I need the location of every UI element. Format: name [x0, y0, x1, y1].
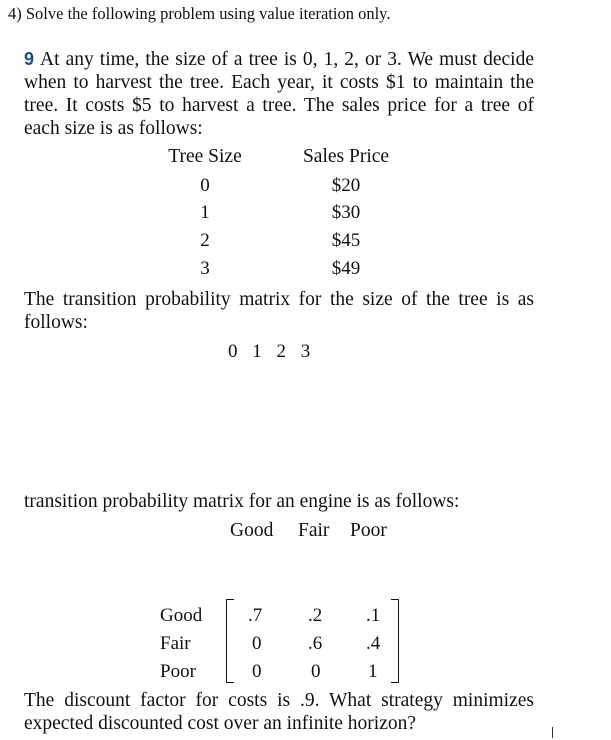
matrix-cell: 1 — [368, 661, 378, 682]
matrix-cell: 0 — [311, 661, 321, 682]
engine-col-fair: Fair — [298, 520, 330, 541]
table-cell-price: $20 — [331, 175, 361, 196]
matrix-column-labels: 0 1 2 3 — [228, 341, 311, 362]
table-cell-size: 3 — [200, 258, 210, 279]
problem-intro — [24, 48, 534, 140]
question-heading: 4) Solve the following problem using value iteration only. — [8, 4, 391, 23]
matrix-row-label: Poor — [160, 661, 196, 682]
engine-col-poor: Poor — [350, 520, 387, 541]
matrix-cell: .1 — [366, 605, 381, 626]
table-header-sales-price: Sales Price — [302, 146, 390, 167]
table-cell-price: $30 — [331, 202, 361, 223]
text-cursor — [552, 727, 553, 738]
problem-intro-text: At any time, the size of a tree is 0, 1, 2, or 3. We must decide when to harvest the tree. Each year, it costs $1 to maintain the tree. It costs $5 to harvest a tree. The sales price for a tree of each size is as follows: — [24, 49, 534, 139]
matrix-row-label: Good — [160, 605, 203, 626]
matrix-cell: .6 — [308, 633, 323, 654]
problem-number: 9 — [24, 49, 35, 69]
table-cell-size: 2 — [200, 230, 210, 251]
matrix-cell: .7 — [248, 605, 263, 626]
matrix-cell: 0 — [252, 661, 262, 682]
table-cell-price: $45 — [331, 230, 361, 251]
matrix-cell: 0 — [252, 633, 262, 654]
matrix-left-bracket — [226, 599, 234, 683]
engine-col-good: Good — [230, 520, 274, 541]
matrix-right-bracket — [391, 599, 399, 683]
closing-question: The discount factor for costs is .9. What strategy minimizes expected discounted cost over an infinite horizon? — [24, 690, 534, 734]
transition-text: The transition probability matrix for the size of the tree is as follows: — [24, 289, 534, 333]
matrix-cell: .4 — [366, 633, 381, 654]
table-cell-price: $49 — [331, 258, 361, 279]
table-cell-size: 0 — [200, 175, 210, 196]
table-header-tree-size: Tree Size — [168, 146, 242, 167]
matrix-row-label: Fair — [160, 633, 191, 654]
matrix-cell: .2 — [308, 605, 323, 626]
table-cell-size: 1 — [200, 202, 210, 223]
engine-text: transition probability matrix for an engine is as follows: — [24, 491, 460, 512]
